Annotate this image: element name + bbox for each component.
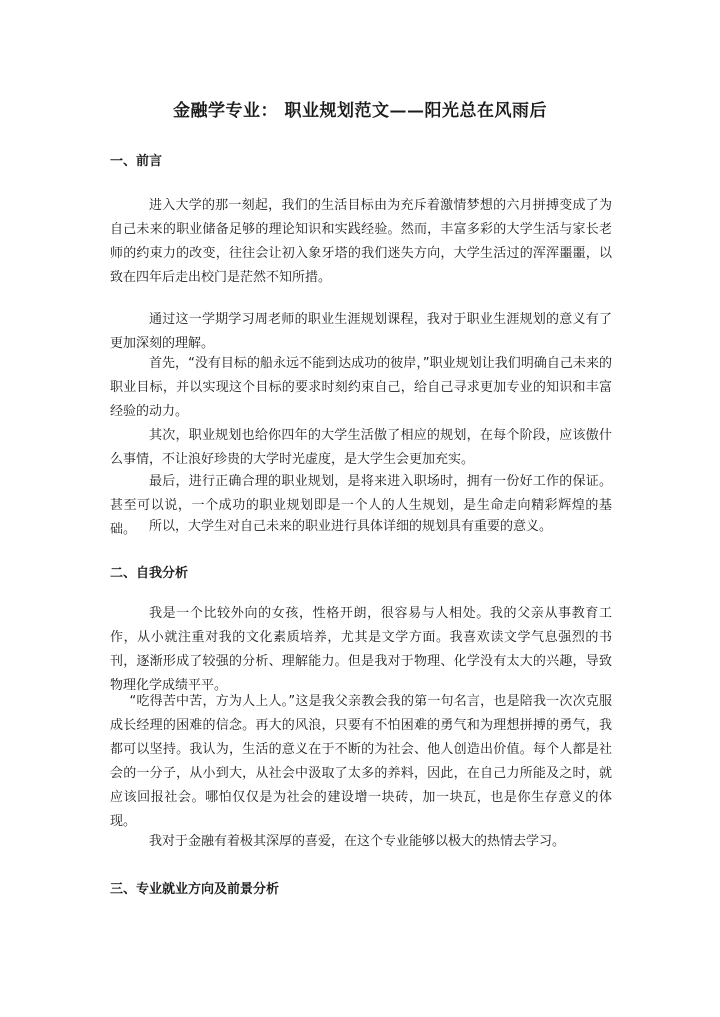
section-heading-career-outlook: 三、专业就业方向及前景分析 <box>110 882 280 897</box>
section-heading-preface: 一、前言 <box>110 154 163 169</box>
paragraph-self-analysis-2: “吃得苦中苦，方为人上人。”这是我父亲教会我的第一句名言，也是陪我一次次克服成长经理的困难的信念。再大的风浪，只要有不怕困难的勇气和为理想拼搏的勇气，我都可以坚持。我认为，生活的意义在于不断的为社会、他人创造出价值。每个人都是社会的一分子，从小到大，从社会中汲取了太多的养料，因此，在自己力所能及之时，就应该回报社会。哪怕仅仅是为社会的建设增一块砖，加一块瓦，也是你生存意义的体现。 <box>110 694 612 829</box>
section-heading-self-analysis: 二、自我分析 <box>110 566 189 581</box>
paragraph-self-analysis-3: 我对于金融有着极其深厚的喜爱，在这个专业能够以极大的热情去学习。 <box>149 834 566 849</box>
paragraph-preface-4: 其次，职业规划也给你四年的大学生活傲了相应的规划，在每个阶段，应该傲什么事情，不让浪好珍贵的大学时光虚度，是大学生会更加充实。 <box>110 428 612 467</box>
paragraph-self-analysis-1: 我是一个比较外向的女孩，性格开朗，很容易与人相处。我的父亲从事教育工作，从小就注重对我的文化素质培养，尤其是文学方面。我喜欢读文学气息强烈的书刊，逐渐形成了较强的分析、理解能力。但是我对于物理、化学没有太大的兴趣，导致物理化学成绩平平。 <box>110 606 612 693</box>
paragraph-preface-5: 最后，进行正确合理的职业规划，是将来进入职场时，拥有一份好工作的保证。甚至可以说，一个成功的职业规划即是一个人的人生规划，是生命走向精彩辉煌的基础。 <box>110 474 612 537</box>
paragraph-preface-2: 通过这一学期学习周老师的职业生涯规划课程，我对于职业生涯规划的意义有了更加深刻的理解。 <box>110 312 612 351</box>
paragraph-preface-3: 首先，“没有目标的船永远不能到达成功的彼岸，”职业规划让我们明确自己未来的职业目标，并以实现这个目标的要求时刻约束自己，给自己寻求更加专业的知识和丰富经验的动力。 <box>110 356 612 419</box>
document-title: 金融学专业： 职业规划范文——阳光总在风雨后 <box>173 101 547 121</box>
paragraph-preface-6: 所以，大学生对自己未来的职业进行具体详细的规划具有重要的意义。 <box>149 519 553 534</box>
paragraph-preface-1: 进入大学的那一刻起，我们的生活目标由为充斥着激情梦想的六月拼搏变成了为自己未来的职业储备足够的理论知识和实践经验。然而，丰富多彩的大学生活与家长老师的约束力的改变，往往会让初入象牙塔的我们迷失方向，大学生活过的浑浑噩噩，以致在四年后走出校门是茫然不知所措。 <box>110 198 612 285</box>
